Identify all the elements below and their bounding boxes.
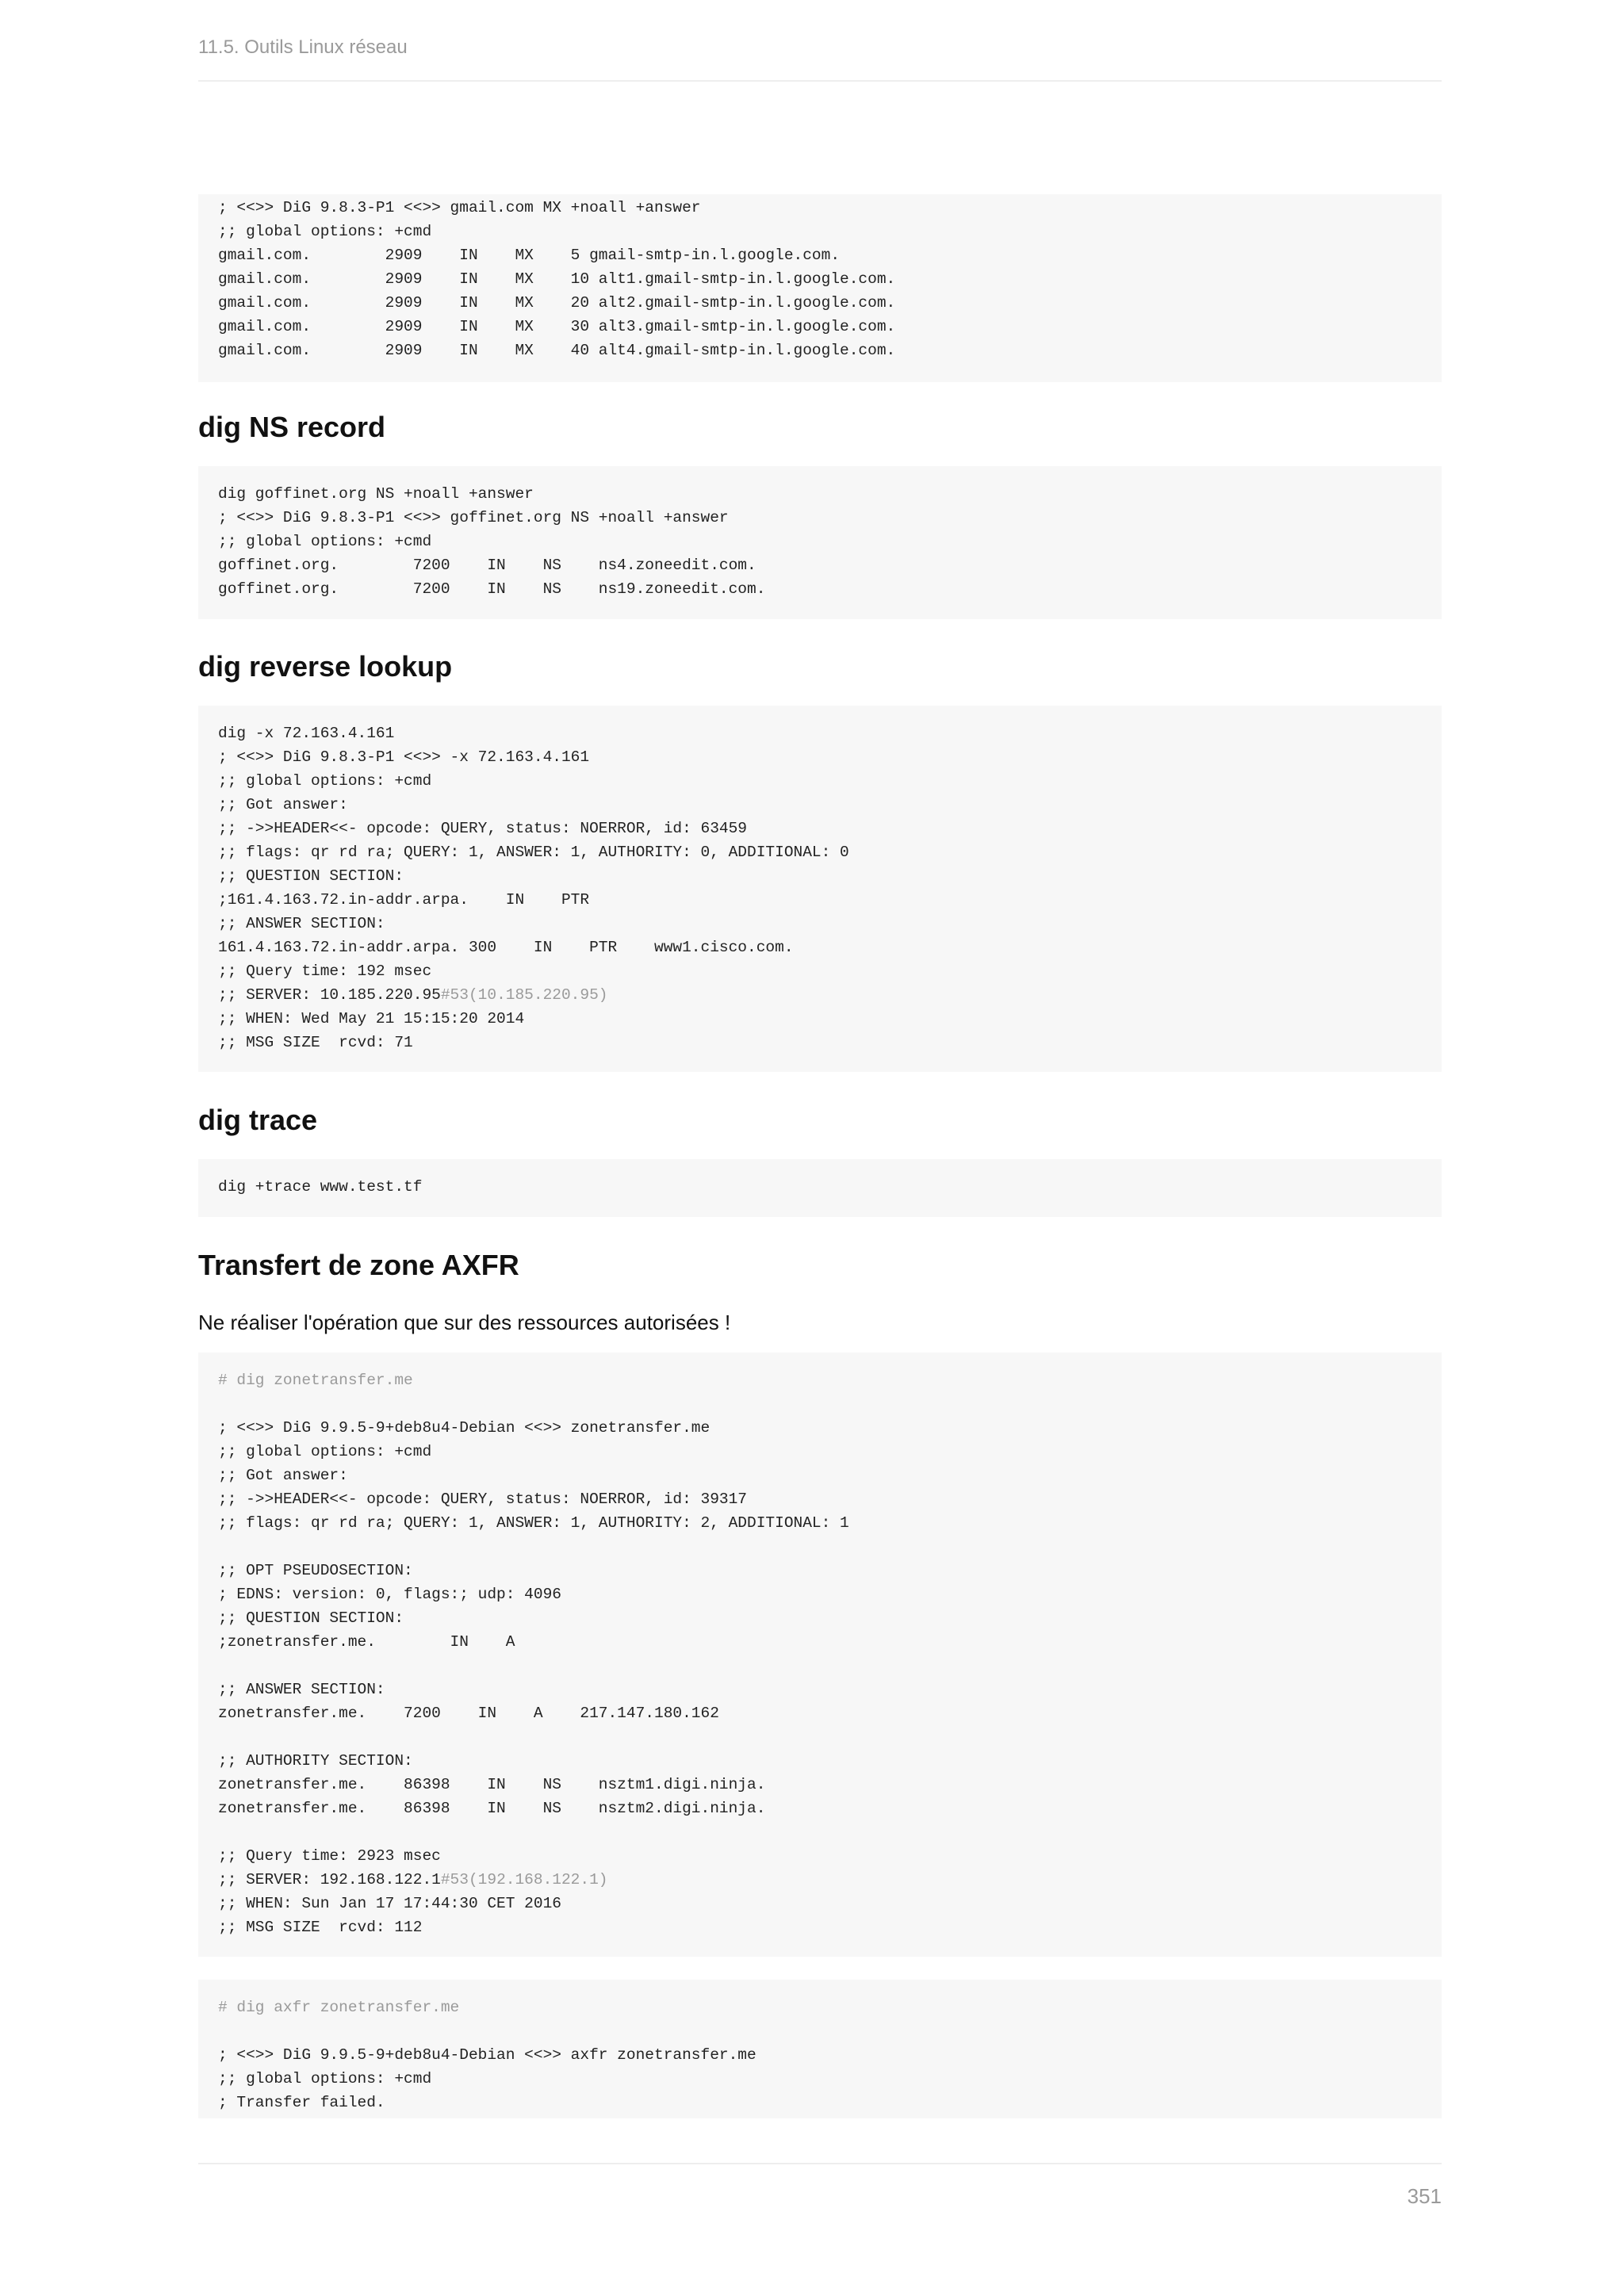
code-line: ;; Query time: 192 msec bbox=[218, 962, 432, 980]
code-block-dig-axfr bbox=[198, 1980, 1442, 2118]
code-line: ;; ->>HEADER<<- opcode: QUERY, status: NOERROR, id: 63459 bbox=[218, 820, 748, 837]
code-line: ; <<>> DiG 9.9.5-9+deb8u4-Debian <<>> axfr zonetransfer.me bbox=[218, 2046, 756, 2064]
code-line bbox=[218, 2019, 1422, 2043]
code-line: ;; ANSWER SECTION: bbox=[218, 915, 385, 932]
code-line: zonetransfer.me. 86398 IN NS nsztm1.digi.ninja. bbox=[218, 1776, 766, 1793]
server-line bbox=[218, 983, 1422, 1007]
code-line: ;; Got answer: bbox=[218, 796, 348, 813]
shell-command-comment: # dig zonetransfer.me bbox=[218, 1372, 413, 1389]
code-line bbox=[218, 1820, 1422, 1844]
code-line: ;; WHEN: Sun Jan 17 17:44:30 CET 2016 bbox=[218, 1895, 561, 1912]
code-line: gmail.com. 2909 IN MX 5 gmail-smtp-in.l.google.com. bbox=[218, 247, 841, 264]
server-line bbox=[218, 1868, 1422, 1892]
code-line: ; EDNS: version: 0, flags:; udp: 4096 bbox=[218, 1586, 561, 1603]
code-line: gmail.com. 2909 IN MX 20 alt2.gmail-smtp-in.l.google.com. bbox=[218, 294, 896, 312]
code-line: ;; Query time: 2923 msec bbox=[218, 1847, 441, 1865]
code-line: ;; WHEN: Wed May 21 15:15:20 2014 bbox=[218, 1010, 525, 1027]
code-line: ;; global options: +cmd bbox=[218, 2070, 432, 2087]
code-line bbox=[218, 1392, 1422, 1416]
shell-command-comment: # dig axfr zonetransfer.me bbox=[218, 1999, 460, 2016]
code-line: ;; QUESTION SECTION: bbox=[218, 867, 404, 885]
code-block-ns bbox=[198, 466, 1442, 619]
header-divider bbox=[198, 80, 1442, 82]
server-port-annotation: #53(10.185.220.95) bbox=[440, 986, 608, 1004]
code-line: ; <<>> DiG 9.8.3-P1 <<>> gmail.com MX +noall +answer bbox=[218, 199, 701, 216]
code-block-mx-output bbox=[198, 194, 1442, 382]
code-line: ; <<>> DiG 9.8.3-P1 <<>> goffinet.org NS +noall +answer bbox=[218, 509, 729, 526]
code-line: goffinet.org. 7200 IN NS ns4.zoneedit.com. bbox=[218, 557, 756, 574]
server-address: ;; SERVER: 192.168.122.1 bbox=[218, 1871, 441, 1888]
code-line: dig +trace www.test.tf bbox=[218, 1178, 423, 1196]
code-line: ; <<>> DiG 9.9.5-9+deb8u4-Debian <<>> zonetransfer.me bbox=[218, 1419, 710, 1437]
code-line: ;; ->>HEADER<<- opcode: QUERY, status: NOERROR, id: 39317 bbox=[218, 1490, 748, 1508]
code-line: ;; flags: qr rd ra; QUERY: 1, ANSWER: 1, AUTHORITY: 0, ADDITIONAL: 0 bbox=[218, 844, 849, 861]
code-line: ;; global options: +cmd bbox=[218, 533, 432, 550]
code-line: ;; MSG SIZE rcvd: 112 bbox=[218, 1919, 423, 1936]
server-port-annotation: #53(192.168.122.1) bbox=[440, 1871, 608, 1888]
code-line: ;zonetransfer.me. IN A bbox=[218, 1633, 515, 1651]
code-line: ;; Got answer: bbox=[218, 1467, 348, 1484]
heading-dig-trace: dig trace bbox=[198, 1104, 318, 1136]
code-line: ;; OPT PSEUDOSECTION: bbox=[218, 1562, 413, 1579]
heading-transfert-de-zone-axfr: Transfert de zone AXFR bbox=[198, 1249, 519, 1281]
code-line: ;; MSG SIZE rcvd: 71 bbox=[218, 1034, 413, 1051]
code-line: ;; global options: +cmd bbox=[218, 1443, 432, 1460]
code-line: ;161.4.163.72.in-addr.arpa. IN PTR bbox=[218, 891, 590, 909]
code-line: zonetransfer.me. 7200 IN A 217.147.180.162 bbox=[218, 1705, 719, 1722]
code-line: 161.4.163.72.in-addr.arpa. 300 IN PTR www1.cisco.com. bbox=[218, 939, 794, 956]
code-line bbox=[218, 1654, 1422, 1678]
code-line: ; <<>> DiG 9.8.3-P1 <<>> -x 72.163.4.161 bbox=[218, 748, 590, 766]
code-line: gmail.com. 2909 IN MX 30 alt3.gmail-smtp-in.l.google.com. bbox=[218, 318, 896, 335]
code-line: ;; flags: qr rd ra; QUERY: 1, ANSWER: 1, AUTHORITY: 2, ADDITIONAL: 1 bbox=[218, 1514, 849, 1532]
page-number: 351 bbox=[1407, 2184, 1442, 2208]
heading-dig-ns-record: dig NS record bbox=[198, 411, 386, 443]
heading-dig-reverse-lookup: dig reverse lookup bbox=[198, 650, 453, 683]
code-line: goffinet.org. 7200 IN NS ns19.zoneedit.com. bbox=[218, 580, 766, 598]
server-address: ;; SERVER: 10.185.220.95 bbox=[218, 986, 441, 1004]
code-block-dig-zonetransfer bbox=[198, 1353, 1442, 1957]
running-header: 11.5. Outils Linux réseau bbox=[198, 36, 408, 58]
code-line: dig -x 72.163.4.161 bbox=[218, 725, 395, 742]
code-line: ;; global options: +cmd bbox=[218, 772, 432, 790]
code-line bbox=[218, 1725, 1422, 1749]
code-line: ;; ANSWER SECTION: bbox=[218, 1681, 385, 1698]
code-line: ;; QUESTION SECTION: bbox=[218, 1609, 404, 1627]
code-line: ; Transfer failed. bbox=[218, 2094, 385, 2111]
code-line bbox=[218, 1535, 1422, 1559]
code-line: ;; global options: +cmd bbox=[218, 223, 432, 240]
warning-paragraph: Ne réaliser l'opération que sur des ressources autorisées ! bbox=[198, 1311, 731, 1334]
code-block-reverse bbox=[198, 706, 1442, 1072]
code-line: ;; AUTHORITY SECTION: bbox=[218, 1752, 413, 1770]
code-line: dig goffinet.org NS +noall +answer bbox=[218, 485, 534, 503]
footer-divider bbox=[198, 2163, 1442, 2164]
code-line: gmail.com. 2909 IN MX 40 alt4.gmail-smtp-in.l.google.com. bbox=[218, 342, 896, 359]
code-line: gmail.com. 2909 IN MX 10 alt1.gmail-smtp-in.l.google.com. bbox=[218, 270, 896, 288]
code-block-trace bbox=[198, 1159, 1442, 1217]
code-line: zonetransfer.me. 86398 IN NS nsztm2.digi.ninja. bbox=[218, 1800, 766, 1817]
